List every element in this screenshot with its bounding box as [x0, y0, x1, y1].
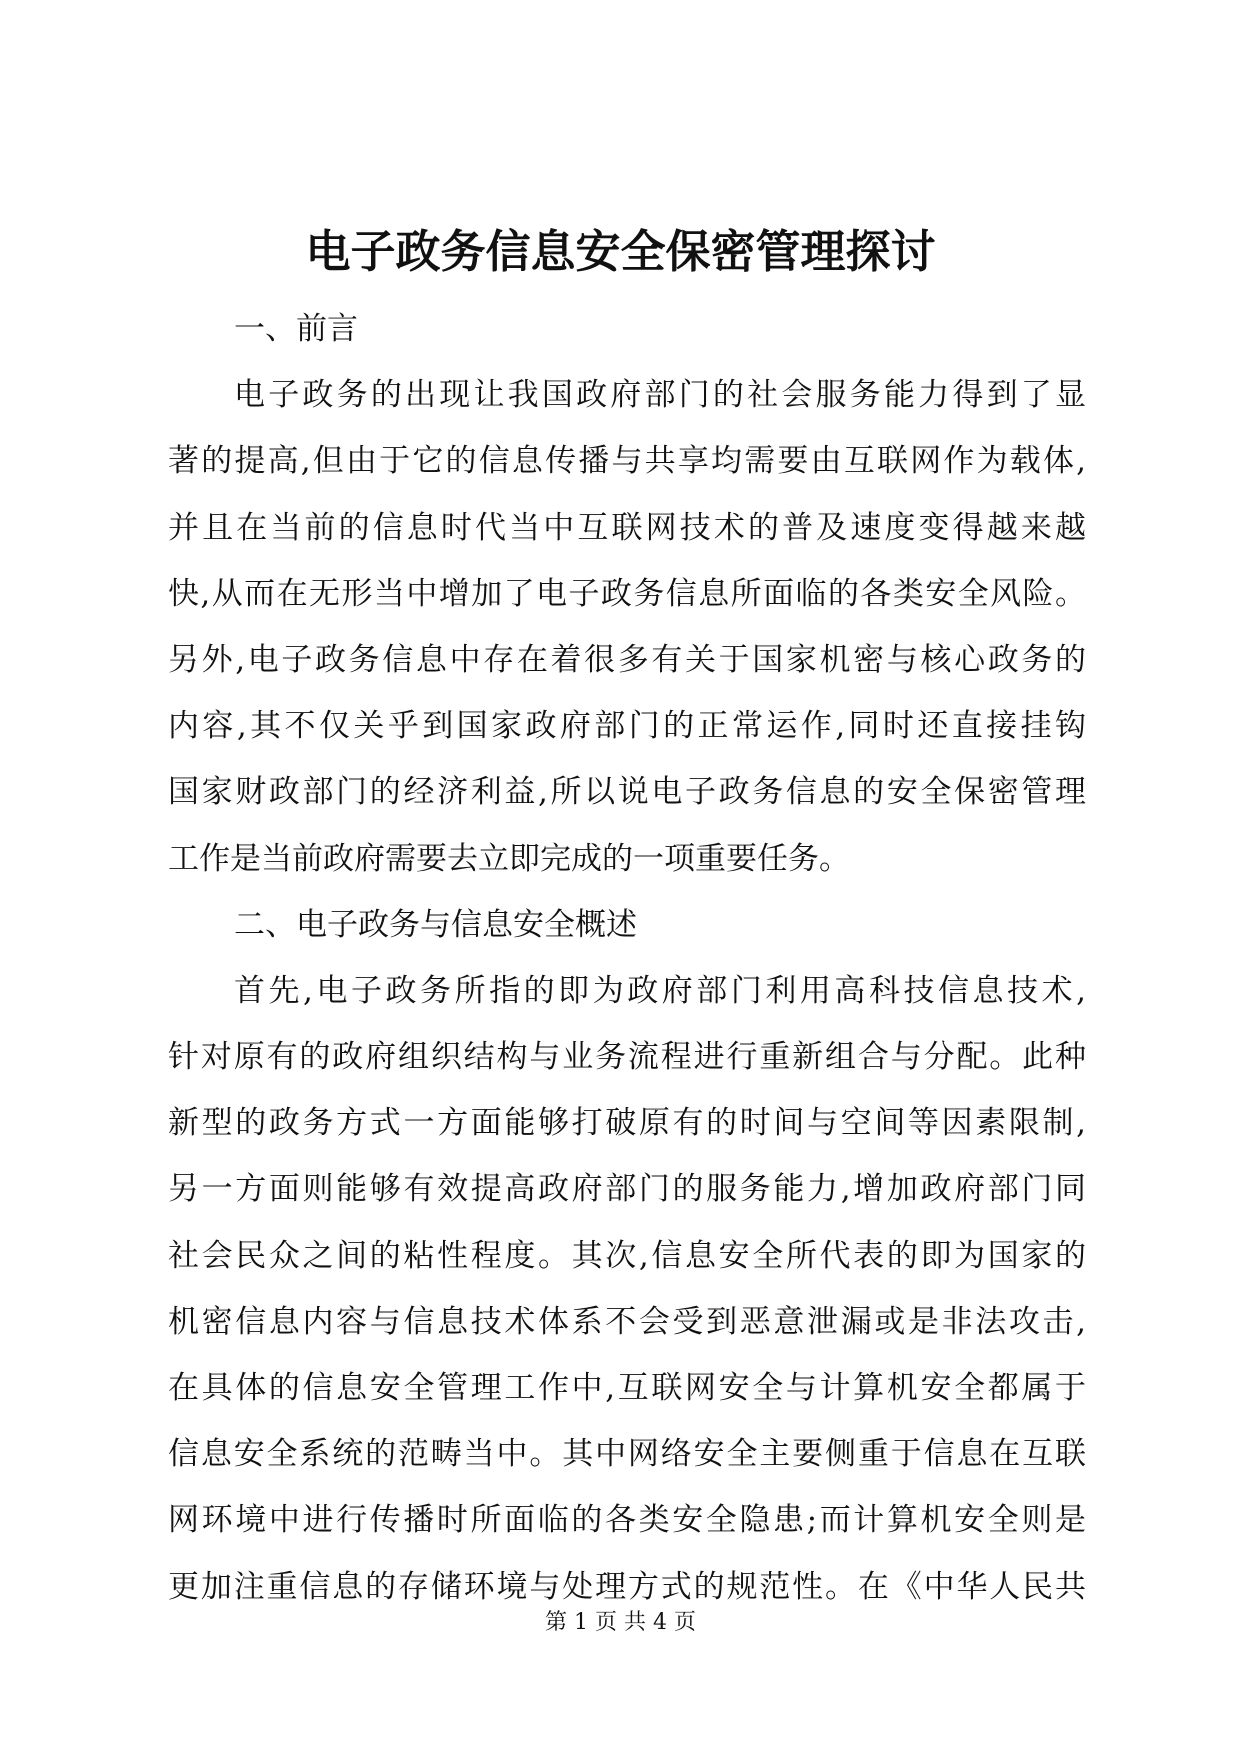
text-line: 快,从而在无形当中增加了电子政务信息所面临的各类安全风险。 [168, 575, 1086, 612]
text-line: 另一方面则能够有效提高政府部门的服务能力,增加政府部门同 [168, 1171, 1086, 1208]
document-body [168, 296, 1086, 1620]
text-line: 国家财政部门的经济利益,所以说电子政务信息的安全保密管理 [168, 774, 1086, 811]
document-title: 电子政务信息安全保密管理探讨 [305, 225, 936, 278]
text-line: 信息安全系统的范畴当中。其中网络安全主要侧重于信息在互联 [168, 1436, 1086, 1473]
page-number-footer: 第 1 页 共 4 页 [545, 1610, 696, 1635]
text-line: 内容,其不仅关乎到国家政府部门的正常运作,同时还直接挂钩 [168, 708, 1086, 745]
paragraph-preface [168, 362, 1086, 892]
text-line: 首先,电子政务所指的即为政府部门利用高科技信息技术, [234, 972, 1086, 1009]
text-line: 并且在当前的信息时代当中互联网技术的普及速度变得越来越 [168, 509, 1086, 546]
section-heading-overview: 二、电子政务与信息安全概述 [234, 906, 637, 943]
text-line: 机密信息内容与信息技术体系不会受到恶意泄漏或是非法攻击, [168, 1303, 1086, 1340]
text-line: 另外,电子政务信息中存在着很多有关于国家机密与核心政务的 [168, 641, 1086, 678]
text-line: 电子政务的出现让我国政府部门的社会服务能力得到了显 [234, 377, 1086, 414]
text-line: 社会民众之间的粘性程度。其次,信息安全所代表的即为国家的 [168, 1237, 1086, 1274]
text-line: 工作是当前政府需要去立即完成的一项重要任务。 [168, 840, 850, 877]
paragraph-overview [168, 958, 1086, 1620]
text-line: 著的提高,但由于它的信息传播与共享均需要由互联网作为载体, [168, 443, 1086, 480]
text-line: 更加注重信息的存储环境与处理方式的规范性。在《中华人民共 [168, 1568, 1086, 1605]
text-line: 在具体的信息安全管理工作中,互联网安全与计算机安全都属于 [168, 1370, 1086, 1406]
text-line: 针对原有的政府组织结构与业务流程进行重新组合与分配。此种 [168, 1039, 1086, 1076]
text-line: 新型的政务方式一方面能够打破原有的时间与空间等因素限制, [168, 1105, 1086, 1142]
section-heading-preface: 一、前言 [234, 311, 358, 347]
text-line: 网环境中进行传播时所面临的各类安全隐患;而计算机安全则是 [168, 1502, 1086, 1539]
